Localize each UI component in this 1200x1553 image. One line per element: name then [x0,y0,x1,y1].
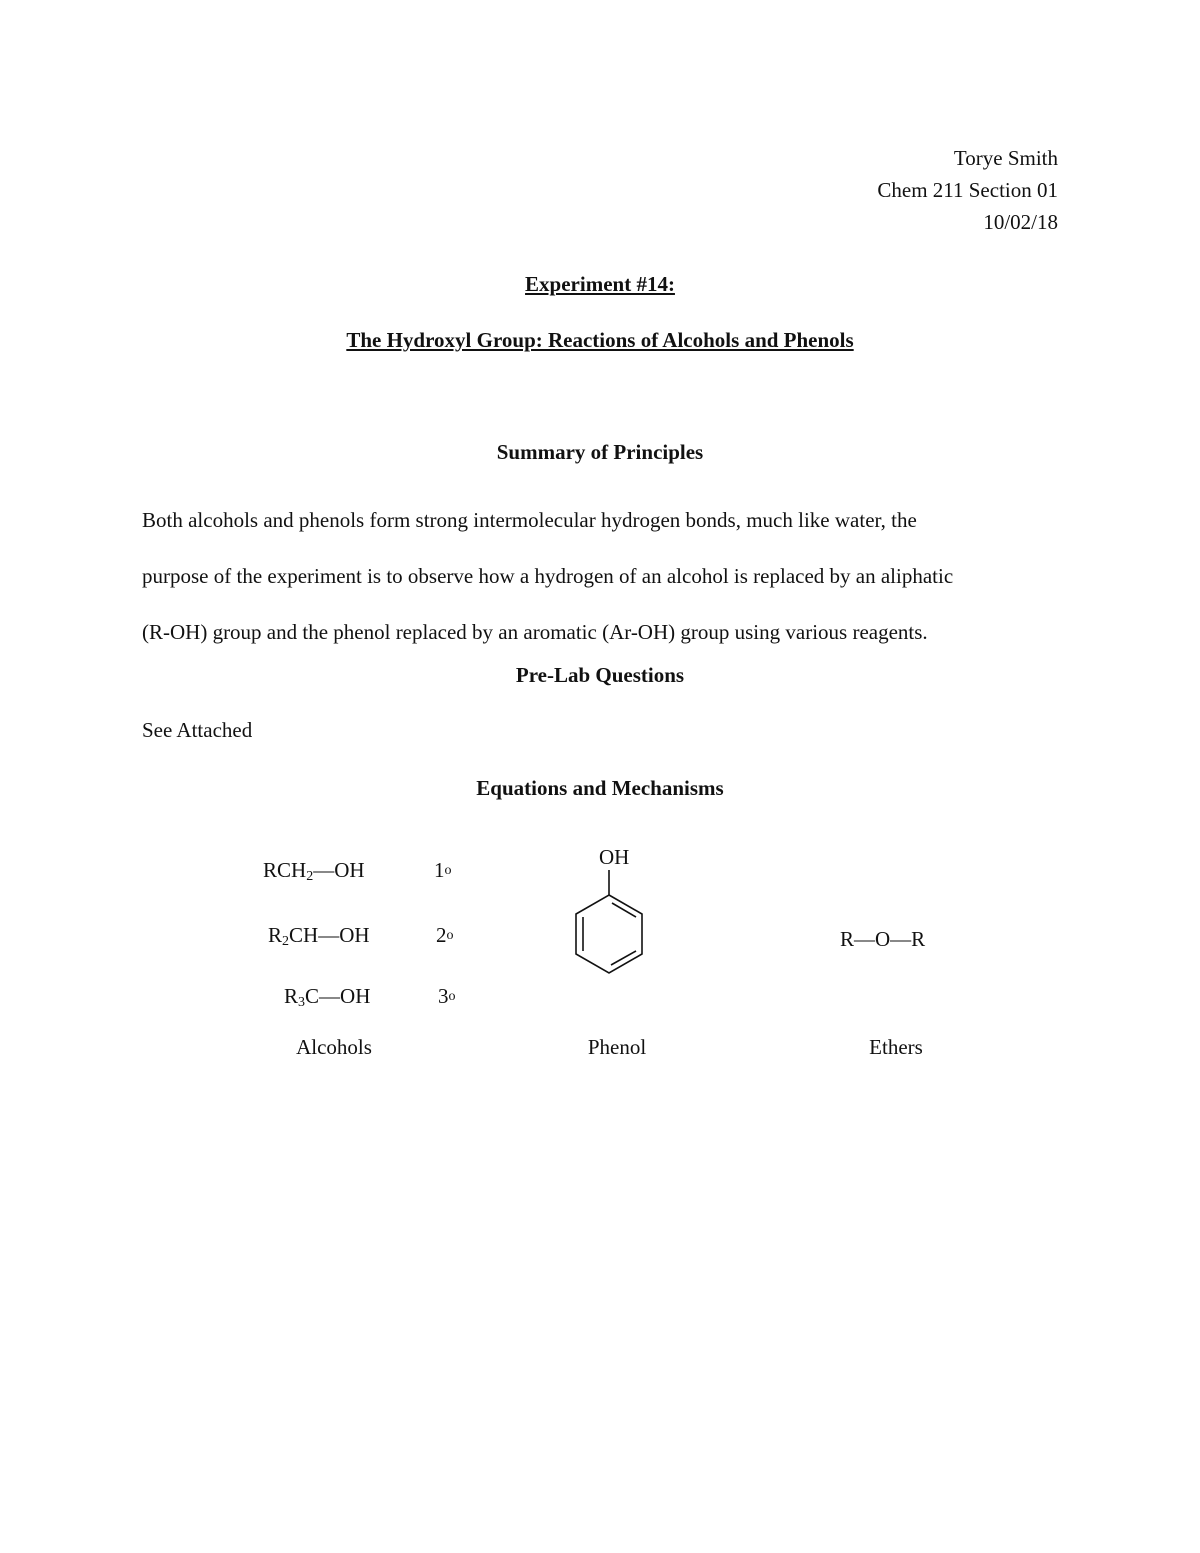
phenol-oh-label: OH [599,845,630,869]
primary-alcohol-formula: $RCH_2—OH$ [263,858,365,884]
tertiary-degree: 3$^o$ [438,984,456,1008]
phenol-ring-structure [560,840,660,980]
prelab-heading: Pre-Lab Questions [515,663,685,687]
experiment-title: The Hydroxyl Group: Reactions of Alcohols and Phenols [346,328,854,352]
course-section: Chem 211 Section 01 [877,178,1058,202]
summary-line: Both alcohols and phenols form strong intermolecular hydrogen bonds, much like water, the [142,508,917,532]
summary-paragraph [142,492,1072,660]
secondary-alcohol-formula: $R_2CH—OH$ [268,923,370,949]
ether-formula: R—O—R [840,927,926,951]
primary-degree: 1$^o$ [434,858,452,882]
prelab-text: See Attached [142,718,253,742]
experiment-number: Experiment #14: [525,272,675,296]
summary-line: purpose of the experiment is to observe how a hydrogen of an alcohol is replaced by an aliphatic [142,564,954,588]
ring-double-bond [611,951,636,965]
report-date: 10/02/18 [983,210,1058,234]
alcohols-caption: Alcohols [296,1035,372,1059]
ring-double-bond [612,903,636,917]
ethers-caption: Ethers [869,1035,923,1059]
equations-heading: Equations and Mechanisms [476,776,724,800]
author-header [877,142,1058,238]
tertiary-alcohol-formula: $R_3C—OH$ [284,984,371,1010]
summary-heading: Summary of Principles [496,440,704,464]
secondary-degree: 2$^o$ [436,923,454,947]
summary-line: (R-OH) group and the phenol replaced by an aromatic (Ar-OH) group using various reagents. [142,620,928,644]
benzene-ring [576,895,642,973]
phenol-caption: Phenol [587,1035,647,1059]
author-name: Torye Smith [953,146,1058,170]
